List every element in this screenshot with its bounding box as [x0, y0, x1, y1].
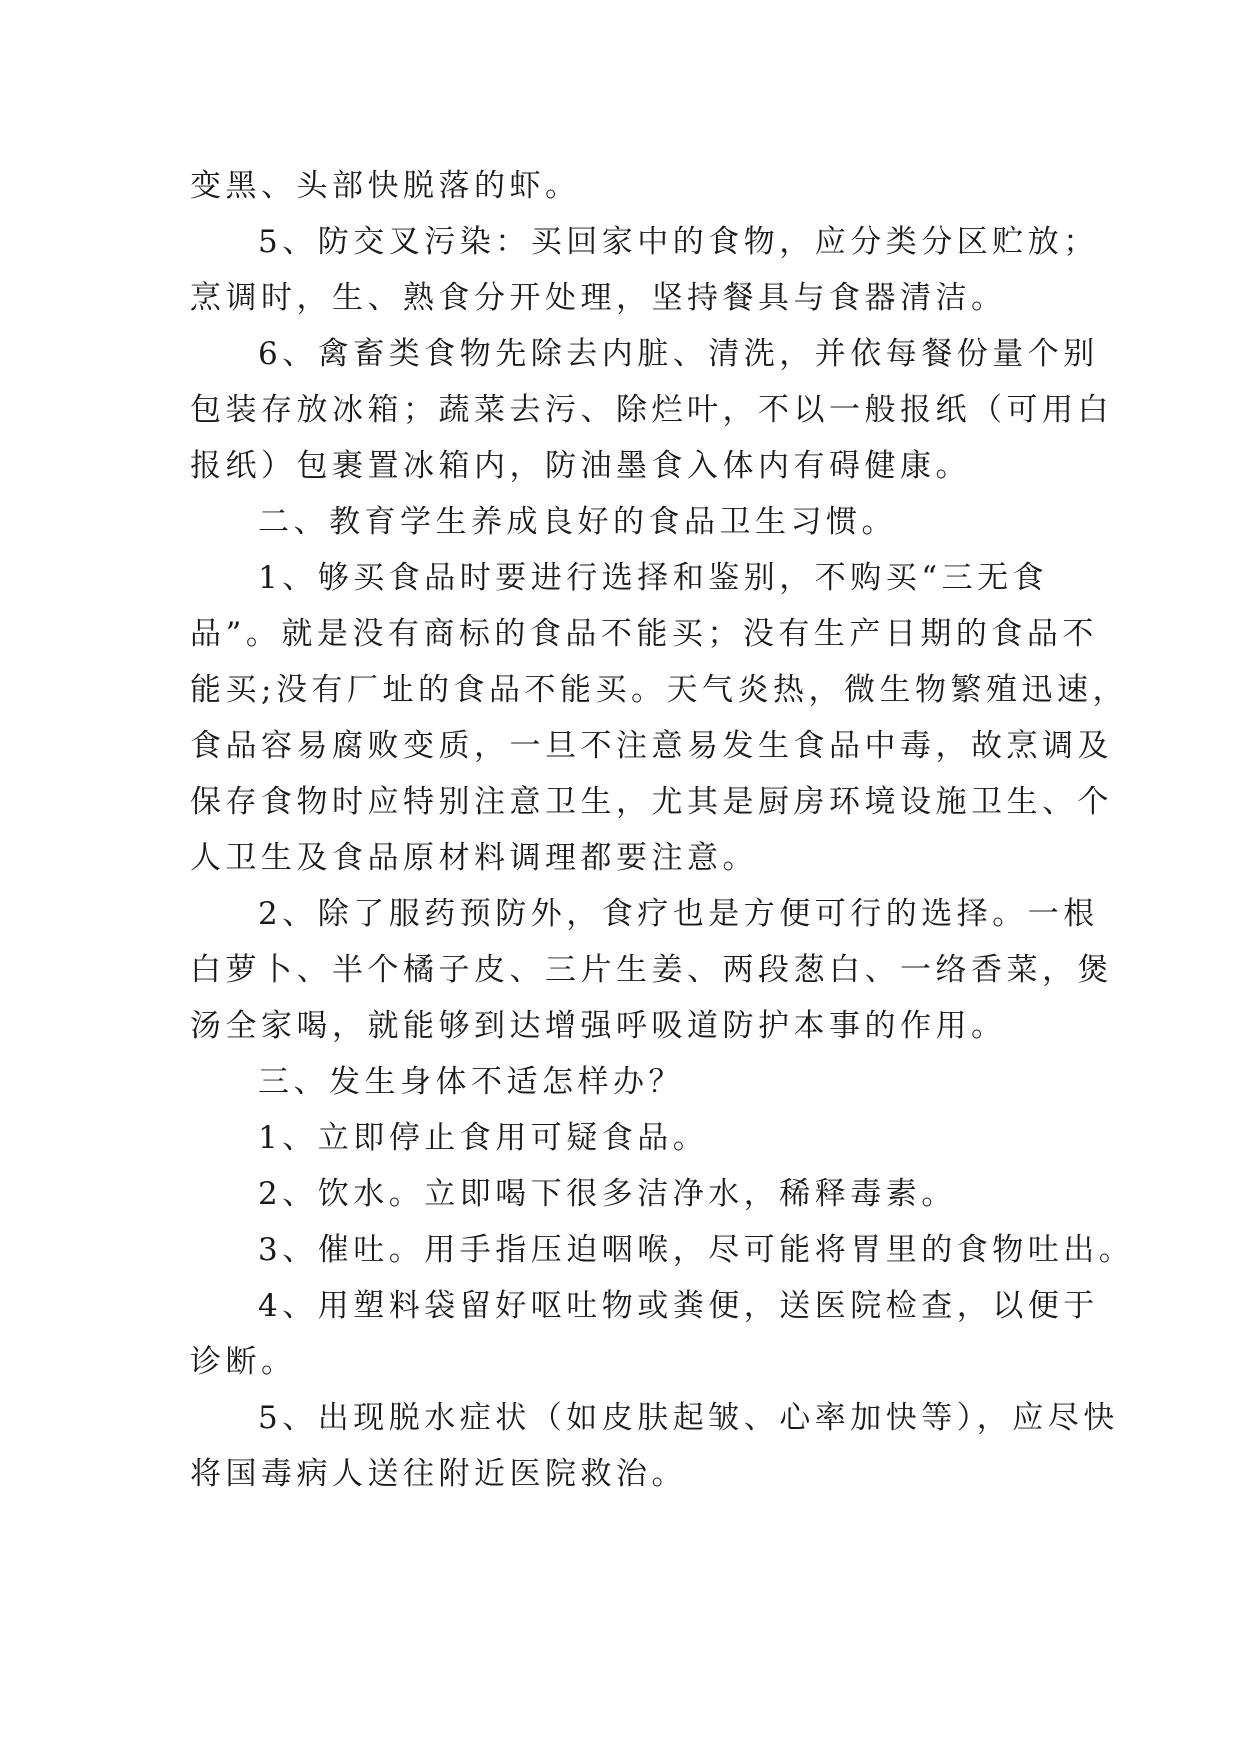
text-line: 2、饮水。立即喝下很多洁净水，稀释毒素。: [258, 1176, 957, 1212]
text-line: 诊断。: [190, 1344, 297, 1380]
section-heading: 二、教育学生养成良好的食品卫生习惯。: [258, 504, 897, 540]
text-line: 6、禽畜类食物先除去内脏、清洗，并依每餐份量个别: [258, 336, 1099, 372]
document-body: [190, 158, 1135, 1502]
text-line: 烹调时，生、熟食分开处理，坚持餐具与食器清洁。: [190, 280, 1007, 316]
text-line: 2、除了服药预防外，食疗也是方便可行的选择。一根: [258, 896, 1099, 932]
text-line: 能买;没有厂址的食品不能买。天气炎热，微生物繁殖迅速，: [190, 672, 1128, 708]
text-line: 白萝卜、半个橘子皮、三片生姜、两段葱白、一络香菜，煲: [190, 952, 1113, 988]
text-line: 包装存放冰箱；蔬菜去污、除烂叶，不以一般报纸（可用白: [190, 392, 1113, 428]
text-line: 食品容易腐败变质，一旦不注意易发生食品中毒，故烹调及: [190, 728, 1113, 764]
text-line: 将国毒病人送往附近医院救治。: [190, 1456, 687, 1492]
text-line: 3、催吐。用手指压迫咽喉，尽可能将胃里的食物吐出。: [258, 1232, 1135, 1268]
text-line: 人卫生及食品原材料调理都要注意。: [190, 840, 758, 876]
text-line: 5、防交叉污染：买回家中的食物，应分类分区贮放；: [258, 224, 1099, 260]
section-heading: 三、发生身体不适怎样办？: [258, 1064, 684, 1100]
text-line: 1、立即停止食用可疑食品。: [258, 1120, 709, 1156]
text-line: 4、用塑料袋留好呕吐物或粪便，送医院检查，以便于: [258, 1288, 1099, 1324]
text-line: 汤全家喝，就能够到达增强呼吸道防护本事的作用。: [190, 1008, 1007, 1044]
text-line: 5、出现脱水症状（如皮肤起皱、心率加快等），应尽快: [258, 1400, 1119, 1436]
text-line: 报纸）包裹置冰箱内，防油墨食入体内有碍健康。: [190, 448, 971, 484]
text-line: 1、够买食品时要进行选择和鉴别，不购买“三无食: [258, 560, 1049, 596]
text-line: 变黑、头部快脱落的虾。: [190, 168, 581, 204]
text-line: 保存食物时应特别注意卫生，尤其是厨房环境设施卫生、个: [190, 784, 1113, 820]
text-line: 品”。就是没有商标的食品不能买；没有生产日期的食品不: [190, 616, 1098, 652]
